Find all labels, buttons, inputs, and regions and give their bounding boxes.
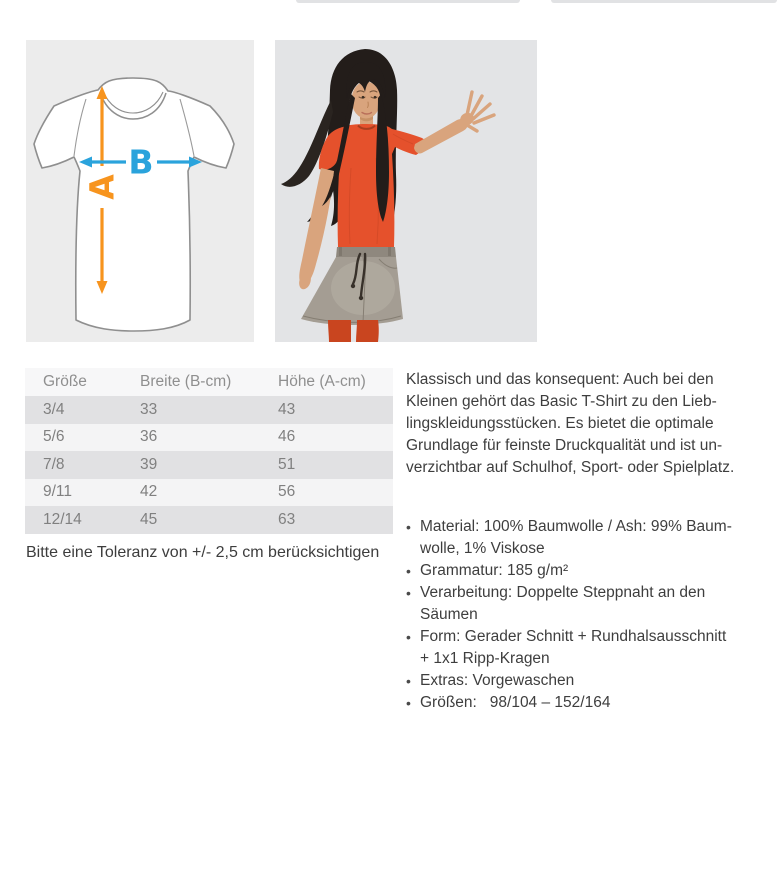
model-photo-illustration — [275, 40, 537, 342]
table-cell: 39 — [122, 451, 260, 479]
column-header-groesse: Größe — [25, 368, 122, 396]
description-line: Grundlage für feinste Druckqualität und ist un- — [406, 437, 723, 454]
spec-line: wolle, 1% Viskose — [420, 540, 545, 557]
bullet-marker: • — [406, 695, 411, 711]
table-cell: 36 — [122, 424, 260, 452]
spec-item-extras — [406, 670, 766, 692]
model-photo-panel — [275, 40, 537, 342]
width-label: B — [128, 142, 154, 182]
spec-line: Säumen — [420, 606, 478, 623]
spec-item-groessen — [406, 692, 766, 714]
bullet-marker: • — [406, 563, 411, 579]
size-diagram-svg — [26, 40, 254, 342]
table-cell: 45 — [122, 506, 260, 534]
spec-item-verarbeitung — [406, 582, 766, 626]
spec-line: Größen: 98/104 – 152/164 — [420, 694, 611, 711]
product-description-column — [406, 369, 766, 714]
cropped-box-edge-left — [296, 0, 520, 3]
table-cell: 5/6 — [25, 424, 122, 452]
table-cell: 63 — [260, 506, 393, 534]
column-header-breite: Breite (B-cm) — [122, 368, 260, 396]
spec-line: + 1x1 Ripp-Kragen — [420, 650, 550, 667]
bullet-marker: • — [406, 585, 411, 601]
height-label: A — [82, 174, 122, 200]
spec-line: Verarbeitung: Doppelte Steppnaht an den — [420, 584, 706, 601]
table-cell: 46 — [260, 424, 393, 452]
bullet-marker: • — [406, 673, 411, 689]
size-table — [25, 368, 393, 534]
bullet-marker: • — [406, 519, 411, 535]
table-cell: 7/8 — [25, 451, 122, 479]
spec-line: Extras: Vorgewaschen — [420, 672, 575, 689]
table-row — [25, 451, 393, 479]
description-line: lingskleidungsstücken. Es bietet die optimale — [406, 415, 714, 432]
table-cell: 43 — [260, 396, 393, 424]
spec-list — [406, 516, 766, 714]
table-cell: 9/11 — [25, 479, 122, 507]
spec-line: Grammatur: 185 g/m² — [420, 562, 569, 579]
spec-line: Material: 100% Baumwolle / Ash: 99% Baum- — [420, 518, 732, 535]
spec-item-material — [406, 516, 766, 560]
bullet-marker: • — [406, 629, 411, 645]
tolerance-note: Bitte eine Toleranz von +/- 2,5 cm berücksichtigen — [26, 544, 380, 561]
table-cell: 12/14 — [25, 506, 122, 534]
cropped-box-edge-right — [551, 0, 777, 3]
table-row — [25, 396, 393, 424]
table-cell: 56 — [260, 479, 393, 507]
table-row — [25, 506, 393, 534]
table-cell: 51 — [260, 451, 393, 479]
spec-item-grammatur — [406, 560, 766, 582]
column-header-hoehe: Höhe (A-cm) — [260, 368, 393, 396]
size-table-header-row — [25, 368, 393, 396]
size-diagram-panel — [26, 40, 254, 342]
description-line: verzichtbar auf Schulhof, Sport- oder Spielplatz. — [406, 459, 735, 476]
product-description — [406, 369, 766, 479]
description-line: Kleinen gehört das Basic T-Shirt zu den Lieb- — [406, 393, 717, 410]
spec-line: Form: Gerader Schnitt + Rundhalsausschnitt — [420, 628, 727, 645]
table-cell: 42 — [122, 479, 260, 507]
table-cell: 33 — [122, 396, 260, 424]
table-cell: 3/4 — [25, 396, 122, 424]
description-line: Klassisch und das konsequent: Auch bei den — [406, 371, 714, 388]
table-row — [25, 479, 393, 507]
tshirt-outline — [34, 78, 234, 331]
table-row — [25, 424, 393, 452]
spec-item-form — [406, 626, 766, 670]
